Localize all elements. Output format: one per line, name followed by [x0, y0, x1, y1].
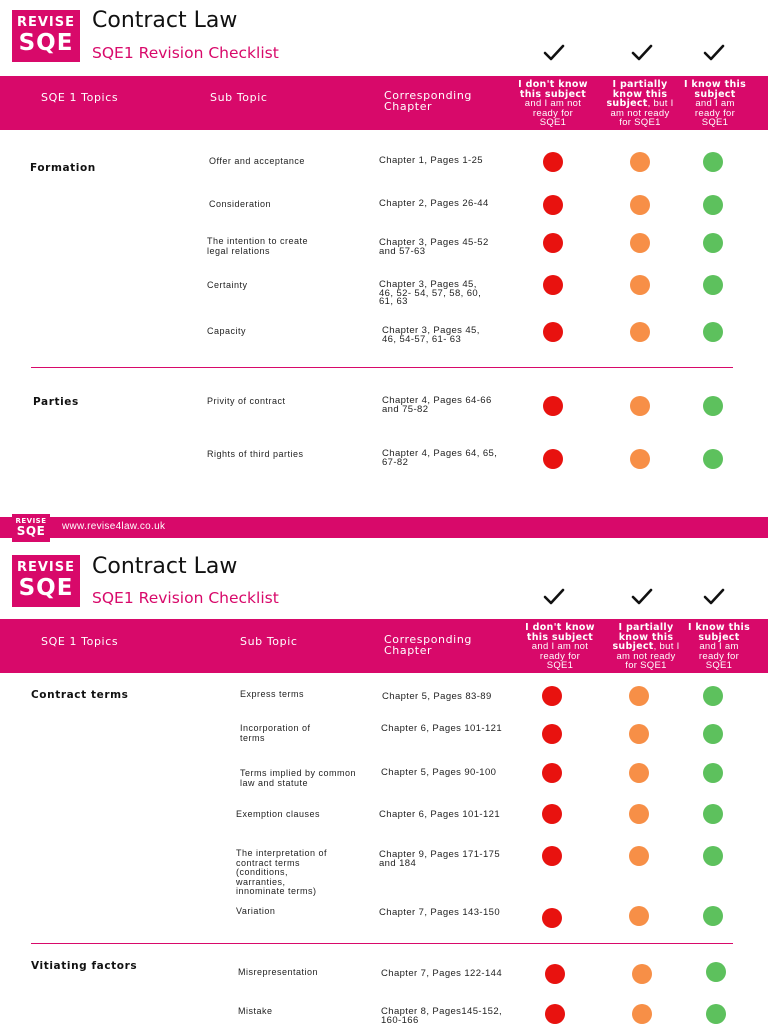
know-button[interactable] — [703, 233, 723, 253]
know-button[interactable] — [703, 686, 723, 706]
know-button[interactable] — [703, 195, 723, 215]
col-topics: SQE 1 Topics — [41, 635, 119, 648]
partially-button[interactable] — [630, 396, 650, 416]
revise-sqe-logo: REVISE SQE — [12, 555, 80, 607]
partially-button[interactable] — [630, 233, 650, 253]
chapter-ref: Chapter 3, Pages 45, 46, 52- 54, 57, 58, 60, 61, 63 — [379, 279, 482, 307]
know-button[interactable] — [703, 152, 723, 172]
partially-button[interactable] — [629, 763, 649, 783]
subtopic-offer-acceptance: Offer and acceptance — [209, 156, 305, 166]
revise-sqe-logo: REVISE SQE — [12, 10, 80, 62]
chapter-ref: Chapter 4, Pages 64, 65, 67-82 — [382, 448, 498, 468]
col-partially: I partially know this subject, but I am not ready for SQE1 — [606, 79, 674, 128]
dont-know-button[interactable] — [543, 449, 563, 469]
section-divider — [31, 367, 733, 368]
dont-know-button[interactable] — [543, 233, 563, 253]
know-button[interactable] — [703, 322, 723, 342]
col-dont-know: I don't know this subject and I am not ready for SQE1 — [518, 79, 588, 128]
chapter-ref: Chapter 2, Pages 26-44 — [379, 198, 489, 209]
page-subtitle: SQE1 Revision Checklist — [92, 589, 279, 607]
dont-know-button[interactable] — [543, 275, 563, 295]
col-know: I know this subject and I am ready for SQE1 — [683, 79, 747, 128]
chapter-ref: Chapter 6, Pages 101-121 — [381, 723, 503, 734]
know-button[interactable] — [706, 1004, 726, 1024]
subtopic-exemption-clauses: Exemption clauses — [236, 809, 321, 819]
chapter-ref: Chapter 9, Pages 171-175 and 184 — [379, 849, 501, 869]
know-button[interactable] — [706, 962, 726, 982]
chapter-ref: Chapter 5, Pages 90-100 — [381, 767, 497, 778]
know-button[interactable] — [703, 804, 723, 824]
dont-know-button[interactable] — [543, 396, 563, 416]
section-divider — [31, 943, 733, 944]
subtopic-interpretation: The interpretation of contract terms (conditions, warranties, innominate terms) — [236, 848, 328, 896]
table-header — [0, 76, 768, 130]
checkmark-icon — [631, 588, 653, 606]
col-know: I know this subject and I am ready for SQE1 — [687, 622, 751, 671]
col-topics: SQE 1 Topics — [41, 91, 119, 104]
footer-logo: REVISE SQE — [12, 514, 50, 542]
subtopic-intention-legal-relations: The intention to create legal relations — [207, 236, 309, 256]
dont-know-button[interactable] — [543, 152, 563, 172]
know-button[interactable] — [703, 724, 723, 744]
col-chapter: Corresponding Chapter — [384, 633, 472, 657]
subtopic-misrepresentation: Misrepresentation — [238, 967, 319, 977]
dont-know-button[interactable] — [542, 763, 562, 783]
partially-button[interactable] — [629, 804, 649, 824]
partially-button[interactable] — [629, 686, 649, 706]
checkmark-icon — [543, 588, 565, 606]
dont-know-button[interactable] — [542, 724, 562, 744]
know-button[interactable] — [703, 449, 723, 469]
dont-know-button[interactable] — [542, 686, 562, 706]
col-chapter: Corresponding Chapter — [384, 89, 472, 113]
website-link[interactable]: www.revise4law.co.uk — [62, 521, 166, 532]
chapter-ref: Chapter 7, Pages 143-150 — [379, 907, 501, 918]
subtopic-consideration: Consideration — [209, 199, 272, 209]
col-partially: I partially know this subject, but I am not ready for SQE1 — [612, 622, 680, 671]
dont-know-button[interactable] — [545, 964, 565, 984]
subtopic-certainty: Certainty — [207, 280, 248, 290]
page-title: Contract Law — [92, 554, 238, 579]
dont-know-button[interactable] — [543, 322, 563, 342]
subtopic-incorporation: Incorporation of terms — [240, 723, 311, 743]
table-header — [0, 619, 768, 673]
dont-know-button[interactable] — [545, 1004, 565, 1024]
dont-know-button[interactable] — [542, 804, 562, 824]
subtopic-capacity: Capacity — [207, 326, 247, 336]
chapter-ref: Chapter 5, Pages 83-89 — [382, 691, 492, 702]
partially-button[interactable] — [630, 449, 650, 469]
page-title: Contract Law — [92, 8, 238, 33]
chapter-ref: Chapter 1, Pages 1-25 — [379, 155, 483, 166]
subtopic-third-parties: Rights of third parties — [207, 449, 304, 459]
chapter-ref: Chapter 7, Pages 122-144 — [381, 968, 503, 979]
partially-button[interactable] — [632, 964, 652, 984]
partially-button[interactable] — [629, 906, 649, 926]
checkmark-icon — [703, 44, 725, 62]
topic-contract-terms: Contract terms — [31, 689, 129, 701]
partially-button[interactable] — [630, 275, 650, 295]
know-button[interactable] — [703, 846, 723, 866]
partially-button[interactable] — [630, 195, 650, 215]
chapter-ref: Chapter 3, Pages 45-52 and 57-63 — [379, 237, 489, 257]
topic-formation: Formation — [30, 162, 96, 174]
partially-button[interactable] — [629, 724, 649, 744]
subtopic-mistake: Mistake — [238, 1006, 273, 1016]
chapter-ref: Chapter 8, Pages145-152, 160-166 — [381, 1006, 503, 1026]
chapter-ref: Chapter 4, Pages 64-66 and 75-82 — [382, 395, 492, 415]
subtopic-privity: Privity of contract — [207, 396, 286, 406]
dont-know-button[interactable] — [543, 195, 563, 215]
dont-know-button[interactable] — [542, 908, 562, 928]
partially-button[interactable] — [632, 1004, 652, 1024]
dont-know-button[interactable] — [542, 846, 562, 866]
checkmark-icon — [543, 44, 565, 62]
chapter-ref: Chapter 6, Pages 101-121 — [379, 809, 501, 820]
topic-vitiating-factors: Vitiating factors — [31, 960, 138, 972]
page-subtitle: SQE1 Revision Checklist — [92, 44, 279, 62]
checkmark-icon — [703, 588, 725, 606]
know-button[interactable] — [703, 396, 723, 416]
topic-parties: Parties — [33, 396, 79, 408]
know-button[interactable] — [703, 763, 723, 783]
checkmark-icon — [631, 44, 653, 62]
know-button[interactable] — [703, 906, 723, 926]
partially-button[interactable] — [630, 322, 650, 342]
col-subtopic: Sub Topic — [240, 635, 298, 648]
col-dont-know: I don't know this subject and I am not ready for SQE1 — [525, 622, 595, 671]
col-subtopic: Sub Topic — [210, 91, 268, 104]
know-button[interactable] — [703, 275, 723, 295]
subtopic-variation: Variation — [236, 906, 276, 916]
chapter-ref: Chapter 3, Pages 45, 46, 54-57, 61- 63 — [382, 325, 480, 345]
subtopic-express-terms: Express terms — [240, 689, 305, 699]
partially-button[interactable] — [629, 846, 649, 866]
partially-button[interactable] — [630, 152, 650, 172]
subtopic-implied-terms: Terms implied by common law and statute — [240, 768, 357, 788]
